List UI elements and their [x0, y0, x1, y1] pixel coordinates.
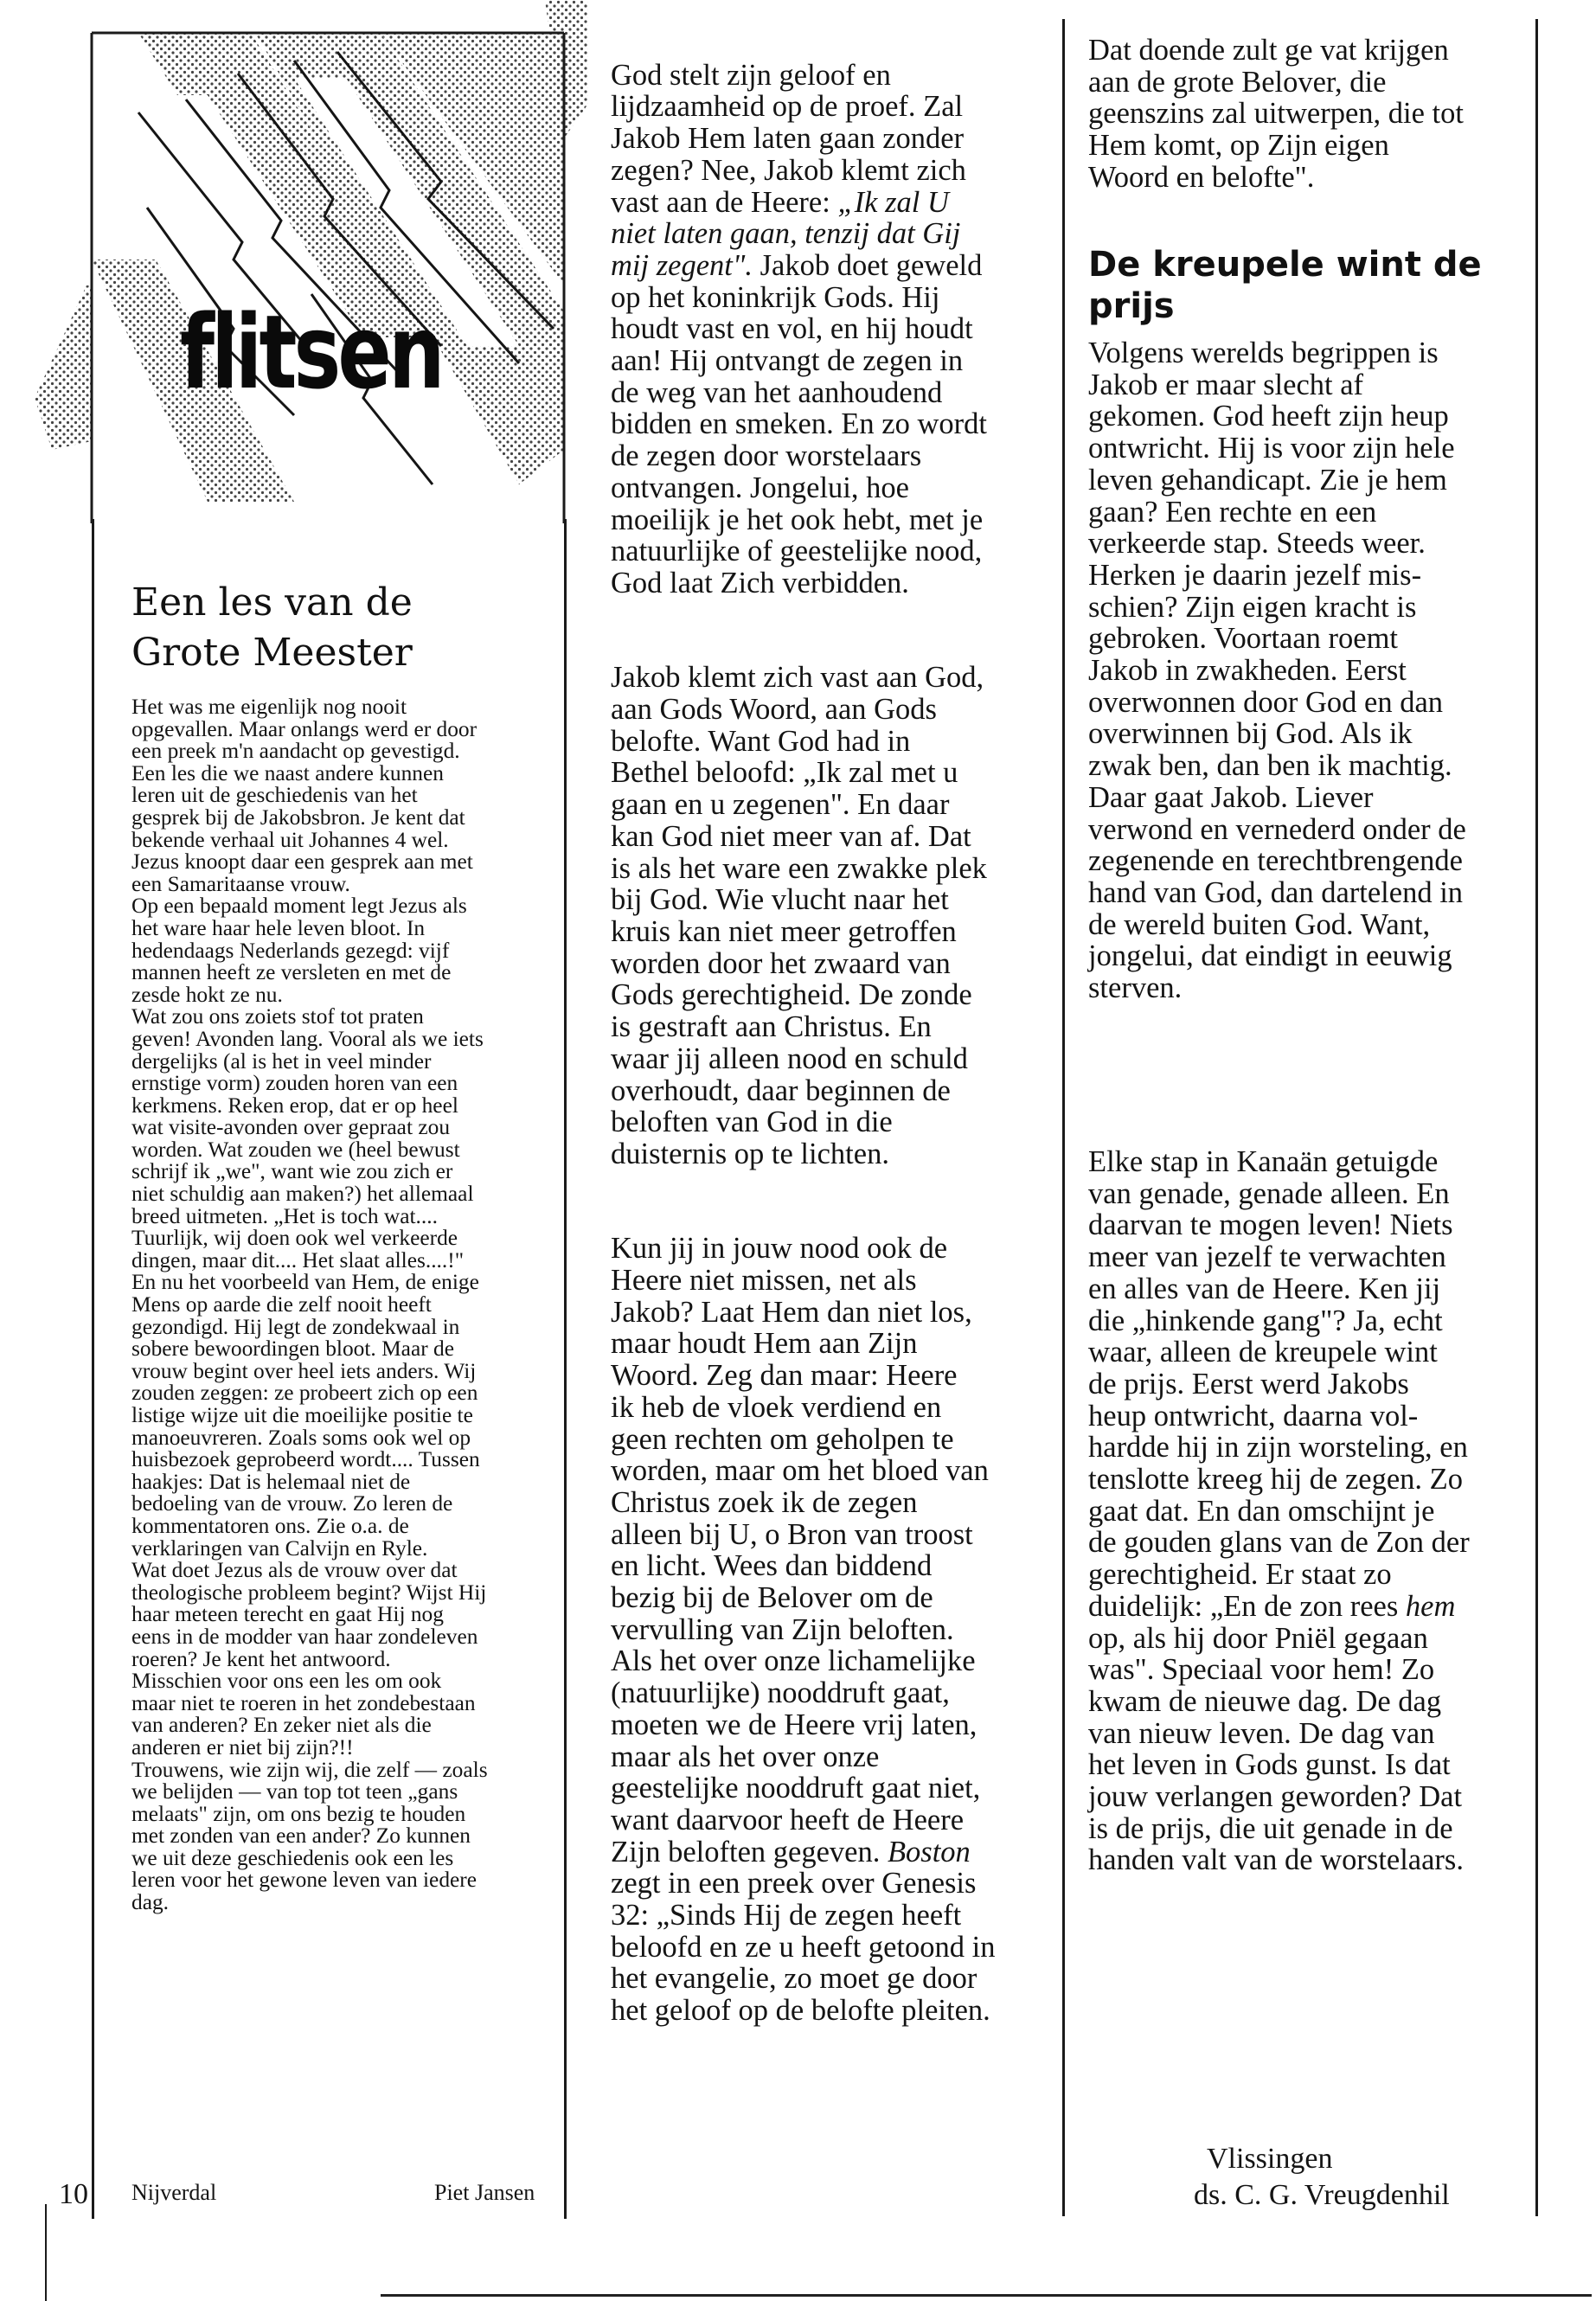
- column3-place: Vlissingen: [1207, 2143, 1333, 2175]
- column3-author: ds. C. G. Vreugdenhil: [1194, 2179, 1450, 2211]
- flitsen-title: flitsen: [180, 292, 442, 412]
- column3-p2-hem: hem: [1405, 1589, 1456, 1623]
- column2-paragraph-3: [611, 1233, 1061, 2027]
- column2-p1-text-a: God stelt zijn geloof en lijdzaamheid op de proef. Zal Jakob Hem laten gaan zonder zegen? Nee, Jakob klemt zich vast aan de Heere:: [611, 58, 966, 219]
- column1-left-rule: [92, 519, 94, 2219]
- column3-paragraph-1: Volgens werelds begrippen is Jakob er maar slecht af gekomen. God heeft zijn heup ontwricht. Hij is voor zijn hele leven gehandicapt. Zie je hem gaan? Een rechte en een verkeerde stap. Steeds weer. Herken je daarin jezelf mis- schien? Zijn eigen kracht is gebroken. Voortaan roemt Jakob in zwakheden. Eerst overwonnen door God en dan overwinnen bij God. Als ik zwak ben, dan ben ik machtig. Daar gaat Jakob. Liever verwond en vernederd onder de zegenende en terechtbrengende hand van God, dan dartelend in de wereld buiten God. Want, jongelui, dat eindigt in eeuwig sterven.: [1088, 336, 1466, 1005]
- column1-author: Piet Jansen: [434, 2180, 535, 2205]
- column3-paragraph-2: [1088, 1146, 1555, 1876]
- column1-right-rule: [564, 519, 567, 2219]
- column3-intro: Dat doende zult ge vat krijgen aan de grote Belover, die geenszins zal uitwerpen, die tot Hem komt, op Zijn eigen Woord en belofte".: [1088, 34, 1464, 194]
- column2-p1-quote: „Ik zal U niet laten gaan, tenzij dat Gij mij zegent".: [611, 185, 961, 282]
- column3-heading: De kreupele wint de prijs: [1088, 245, 1482, 326]
- column1-heading: Een les van de Grote Meester: [131, 580, 413, 675]
- column2-paragraph-2: Jakob klemt zich vast aan God, aan Gods Woord, aan Gods belofte. Want God had in Bethel beloofd: „Ik zal met u gaan en u zegenen". En daar kan God niet meer van af. Dat is als het ware een zwakke plek bij God. Wie vlucht naar het kruis kan niet meer getroffen worden door het zwaard van Gods gerechtigheid. De zonde is gestraft aan Christus. En waar jij alleen nood en schuld overhoudt, daar beginnen de beloften van God in die duisternis op te lichten.: [611, 661, 987, 1170]
- column3-p2-text-b: op, als hij door Pniël gegaan was". Speciaal voor hem! Zo kwam de nieuwe dag. De dag van nieuw leven. De dag van het leven in Gods gunst. Is dat jouw verlangen geworden? Dat is de prijs, die uit genade in de handen valt van de worstelaars.: [1088, 1621, 1464, 1877]
- column2-p1-text-b: Jakob doet geweld op het koninkrijk Gods. Hij houdt vast en vol, en hij houdt aan! Hij ontvangt de zegen in de weg van het aanhoudend bidden en smeken. En zo wordt de zegen door worstelaars ontvangen. Jongelui, hoe moeilijk je het ook hebt, met je natuurlijke of geestelijke nood, God laat Zich verbidden.: [611, 248, 987, 599]
- page-number: 10: [59, 2178, 88, 2210]
- column2-p3-boston: Boston: [887, 1835, 971, 1868]
- bottom-rule: [381, 2294, 1592, 2297]
- column2-paragraph-1: [611, 60, 1061, 599]
- column2-p3-text-b: zegt in een preek over Genesis 32: „Sinds Hij de zegen heeft beloofd en ze u heeft getoond in het evangelie, zo moet ge door het geloof op de belofte pleiten.: [611, 1867, 996, 2028]
- column3-p2-text-a: Elke stap in Kanaän getuigde van genade, genade alleen. En daarvan te mogen leven! Niets meer van jezelf te verwachten en alles van de Heere. Ken jij die „hinkende gang"? Ja, echt waar, alleen de kreupele wint de prijs. Eerst werd Jakobs heup ontwricht, daarna vol- hardde hij in zijn worsteling, en tenslotte kreeg hij de zegen. Zo gaat dat. En dan omschijnt je de gouden glans van de Zon der gerechtigheid. Er staat zo duidelijk: „En de zon rees: [1088, 1145, 1470, 1623]
- header-illustration: [35, 0, 588, 523]
- column-divider-2-3: [1062, 19, 1065, 2216]
- header-graphic: [35, 0, 588, 523]
- column2-p3-text-a: Kun jij in jouw nood ook de Heere niet missen, net als Jakob? Laat Hem dan niet los, maar houdt Hem aan Zijn Woord. Zeg dan maar: Heere ik heb de vloek verdiend en geen rechten om geholpen te worden, maar om het bloed van Christus zoek ik de zegen alleen bij U, o Bron van troost en licht. Wees dan biddend bezig bij de Belover om de vervulling van Zijn beloften. Als het over onze lichamelijke (natuurlijke) nooddruft gaat, moeten we de Heere vrij laten, maar als het over onze geestelijke nooddruft gaat niet, want daarvoor heeft de Heere Zijn beloften gegeven.: [611, 1232, 989, 1868]
- column2-text: [611, 28, 1061, 2090]
- column1-place: Nijverdal: [131, 2180, 217, 2205]
- left-margin-rule: [45, 2204, 47, 2301]
- column1-body: Het was me eigenlijk nog nooit opgevallen. Maar onlangs werd er door een preek m'n aandacht op gevestigd. Een les die we naast andere kunnen leren uit de geschiedenis van het gesprek bij de Jakobsbron. Je kent dat bekende verhaal uit Johannes 4 wel. Jezus knoopt daar een gesprek aan met een Samaritaanse vrouw. Op een bepaald moment legt Jezus als het ware haar hele leven bloot. In hedendaags Nederlands gezegd: vijf mannen heeft ze versleten en met de zesde hokt ze nu. Wat zou ons zoiets stof tot praten geven! Avonden lang. Vooral als we iets dergelijks (al is het in veel minder ernstige vorm) zouden horen van een kerkmens. Reken erop, dat er op heel wat visite-avonden over gepraat zou worden. Wat zouden we (heel bewust schrijf ik „we", want wie zou zich er niet schuldig aan maken?) het allemaal breed uitmeten. „Het is toch wat.... Tuurlijk, wij doen ook wel verkeerde dingen, maar dit.... Het slaat alles....!" En nu het voorbeeld van Hem, de enige Mens op aarde die zelf nooit heeft gezondigd. Hij legt de zondekwaal in sobere bewoordingen bloot. Maar de vrouw begint over heel iets anders. Wij zouden zeggen: ze probeert zich op een listige wijze uit die moeilijke positie te manoeuvreren. Zoals soms ook wel op huisbezoek geprobeerd wordt.... Tussen haakjes: Dat is helemaal niet de bedoeling van de vrouw. Zo leren de kommentatoren ons. Zie o.a. de verklaringen van Calvijn en Ryle. Wat doet Jezus als de vrouw over dat theologische probleem begint? Wijst Hij haar meteen terecht en gaat Hij nog eens in de modder van haar zondeleven roeren? Je kent het antwoord. Misschien voor ons een les om ook maar niet te roeren in het zondebestaan van anderen? En zeker niet als die anderen er niet bij zijn?!! Trouwens, wie zijn wij, die zelf — zoals we belijden — van top tot teen „gans melaats" zijn, om ons bezig te houden met zonden van een ander? Zo kunnen we uit deze geschiedenis ook een les leren voor het gewone leven van iedere dag.: [131, 695, 488, 1915]
